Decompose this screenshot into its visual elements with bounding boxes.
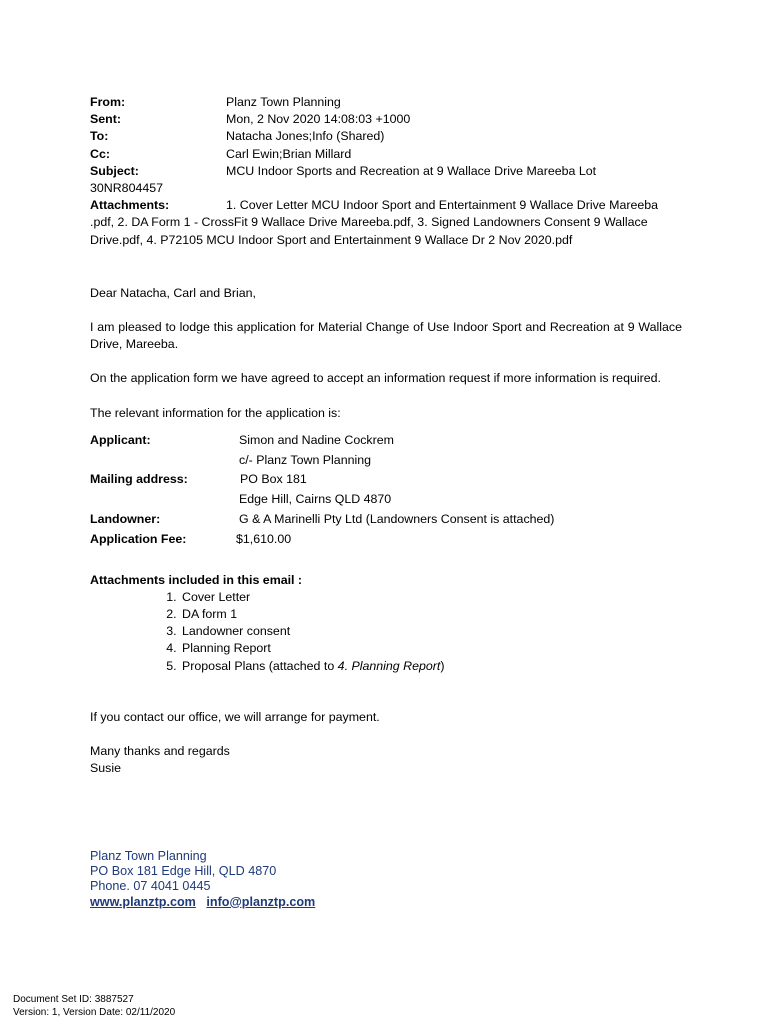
to-value: Natacha Jones;Info (Shared)	[226, 129, 385, 144]
closing: Many thanks and regards	[90, 743, 230, 758]
email-link[interactable]: info@planztp.com	[206, 894, 316, 909]
subject-value: MCU Indoor Sports and Recreation at 9 Wallace Drive Mareeba Lot	[226, 163, 597, 178]
applicant-label: Applicant:	[90, 432, 151, 447]
sent-value: Mon, 2 Nov 2020 14:08:03 +1000	[226, 112, 411, 127]
sent-label: Sent:	[90, 112, 121, 127]
sender-name: Susie	[90, 761, 121, 776]
email-signature	[90, 849, 315, 910]
paragraph-payment: If you contact our office, we will arrange for payment.	[90, 709, 380, 724]
signature-address: PO Box 181 Edge Hill, QLD 4870	[90, 864, 277, 879]
greeting: Dear Natacha, Carl and Brian,	[90, 285, 256, 300]
fee-row	[90, 531, 682, 551]
from-label: From:	[90, 95, 126, 109]
mailing-row	[90, 471, 682, 491]
attachments-included-title: Attachments included in this email :	[90, 572, 303, 587]
list-item-suffix: )	[440, 658, 445, 673]
paragraph-information-request: On the application form we have agreed to accept an information request if more information is required.	[90, 371, 661, 386]
document-version: Version: 1, Version Date: 02/11/2020	[13, 1007, 176, 1018]
subject-continuation: 30NR804457	[90, 180, 164, 195]
paragraph-relevant-info: The relevant information for the application is:	[90, 405, 341, 420]
to-row	[90, 128, 682, 145]
mailing-row-2	[90, 491, 682, 511]
attachments-label: Attachments:	[90, 198, 170, 213]
signature-company: Planz Town Planning	[90, 849, 207, 863]
cc-value: Carl Ewin;Brian Millard	[226, 146, 352, 161]
attachments-line-2: .pdf, 2. DA Form 1 - CrossFit 9 Wallace Drive Mareeba.pdf, 3. Signed Landowners Consent 9 Wallace	[90, 215, 648, 230]
subject-label: Subject:	[90, 163, 139, 178]
landowner-label: Landowner:	[90, 511, 161, 526]
email-document	[90, 94, 682, 777]
document-set-id: Document Set ID: 3887527	[13, 994, 134, 1005]
applicant-value: Simon and Nadine Cockrem	[239, 432, 394, 447]
fee-value: $1,610.00	[236, 531, 292, 546]
list-item-prefix: Proposal Plans (attached to	[182, 658, 338, 673]
list-item: 1. Cover Letter	[180, 589, 682, 606]
list-item: 2. DA form 1	[180, 606, 682, 623]
sent-row	[90, 111, 682, 128]
cc-label: Cc:	[90, 146, 110, 161]
landowner-value: G & A Marinelli Pty Ltd (Landowners Consent is attached)	[239, 511, 555, 526]
landowner-row	[90, 511, 682, 531]
fee-label: Application Fee:	[90, 531, 187, 546]
cc-row	[90, 146, 682, 163]
attachments-list	[90, 589, 682, 675]
document-footer	[13, 993, 175, 1019]
application-info-table	[90, 432, 682, 551]
subject-row	[90, 163, 682, 180]
from-row	[90, 94, 682, 111]
list-item: 4. Planning Report	[180, 640, 682, 657]
attachments-line-3: Drive.pdf, 4. P72105 MCU Indoor Sport and Entertainment 9 Wallace Dr 2 Nov 2020.pdf	[90, 232, 573, 247]
mailing-label: Mailing address:	[90, 472, 188, 487]
applicant-care-of: c/- Planz Town Planning	[239, 452, 372, 467]
mailing-value: PO Box 181	[240, 472, 307, 487]
signature-links	[90, 895, 315, 910]
to-label: To:	[90, 129, 109, 144]
from-value: Planz Town Planning	[226, 95, 341, 109]
list-item: 3. Landowner consent	[180, 623, 682, 640]
attachments-row	[90, 197, 682, 214]
attachments-line-1: 1. Cover Letter MCU Indoor Sport and Entertainment 9 Wallace Drive Mareeba	[226, 198, 659, 213]
signature-phone: Phone. 07 4041 0445	[90, 879, 211, 894]
mailing-city: Edge Hill, Cairns QLD 4870	[239, 492, 392, 507]
website-link[interactable]: www.planztp.com	[90, 894, 196, 909]
applicant-row-2	[90, 452, 682, 472]
paragraph-lodge: I am pleased to lodge this application for Material Change of Use Indoor Sport and Recreation at 9 Wallace Drive, Mareeba.	[90, 319, 682, 352]
applicant-row	[90, 432, 682, 452]
list-item-reference: 4. Planning Report	[337, 658, 441, 673]
list-item	[180, 658, 682, 675]
